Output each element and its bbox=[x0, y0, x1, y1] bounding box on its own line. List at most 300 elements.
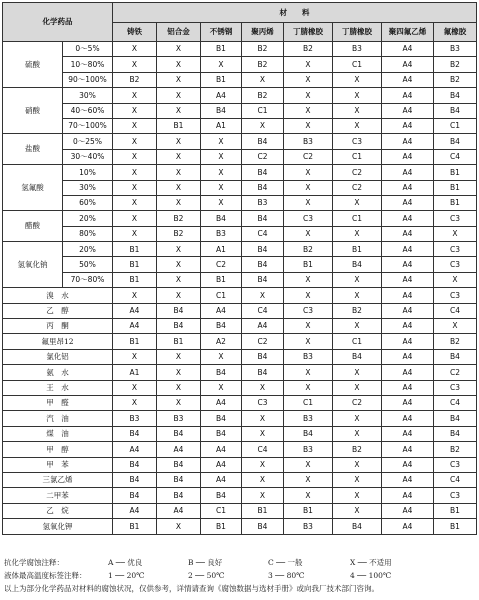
chemical-name: 溴 水 bbox=[3, 288, 113, 303]
rating-cell: X bbox=[113, 134, 157, 149]
rating-cell: A4 bbox=[201, 472, 242, 487]
table-row bbox=[3, 134, 477, 149]
chemical-name: 丙 酮 bbox=[3, 319, 113, 334]
rating-cell: C3 bbox=[434, 257, 477, 272]
rating-cell: X bbox=[242, 426, 284, 441]
rating-cell: X bbox=[113, 118, 157, 133]
concentration: 0～5% bbox=[63, 42, 113, 57]
rating-cell: A4 bbox=[382, 195, 434, 210]
rating-cell: X bbox=[113, 195, 157, 210]
chemical-name: 乙 烷 bbox=[3, 503, 113, 518]
chemical-name: 甲 醛 bbox=[3, 395, 113, 410]
rating-cell: A4 bbox=[382, 165, 434, 180]
rating-cell: A4 bbox=[113, 303, 157, 318]
rating-cell: B1 bbox=[284, 257, 333, 272]
legend-item-excellent: A ── 优良 bbox=[108, 558, 143, 567]
rating-cell: B4 bbox=[242, 519, 284, 534]
table-row bbox=[3, 149, 477, 164]
concentration: 30% bbox=[63, 180, 113, 195]
rating-cell: B4 bbox=[157, 426, 201, 441]
rating-cell: X bbox=[284, 488, 333, 503]
rating-cell: B4 bbox=[242, 180, 284, 195]
rating-cell: X bbox=[333, 457, 382, 472]
legend-item-fair: C ── 一般 bbox=[268, 558, 303, 567]
legend-item-20c: 1 ── 20℃ bbox=[108, 571, 145, 580]
rating-cell: B1 bbox=[434, 180, 477, 195]
rating-cell: A4 bbox=[382, 211, 434, 226]
rating-cell: A4 bbox=[382, 380, 434, 395]
rating-cell: C4 bbox=[434, 303, 477, 318]
rating-cell: X bbox=[113, 395, 157, 410]
concentration: 40～60% bbox=[63, 103, 113, 118]
rating-cell: B4 bbox=[157, 488, 201, 503]
rating-cell: A4 bbox=[157, 442, 201, 457]
chemical-name: 甲 苯 bbox=[3, 457, 113, 472]
rating-cell: B2 bbox=[242, 42, 284, 57]
rating-cell: B1 bbox=[113, 334, 157, 349]
rating-cell: A4 bbox=[382, 242, 434, 257]
concentration: 20% bbox=[63, 242, 113, 257]
table-row bbox=[3, 442, 477, 457]
rating-cell: B1 bbox=[201, 72, 242, 87]
rating-cell: X bbox=[333, 319, 382, 334]
rating-cell: B4 bbox=[201, 103, 242, 118]
rating-cell: B2 bbox=[333, 442, 382, 457]
rating-cell: B1 bbox=[113, 242, 157, 257]
rating-cell: B1 bbox=[157, 118, 201, 133]
table-row bbox=[3, 319, 477, 334]
rating-cell: B4 bbox=[242, 134, 284, 149]
rating-cell: X bbox=[157, 242, 201, 257]
rating-cell: X bbox=[333, 226, 382, 241]
rating-cell: A4 bbox=[201, 395, 242, 410]
rating-cell: X bbox=[284, 380, 333, 395]
rating-cell: X bbox=[284, 334, 333, 349]
rating-cell: A4 bbox=[382, 319, 434, 334]
rating-cell: B1 bbox=[242, 503, 284, 518]
chemical-name: 氢氟酸 bbox=[3, 165, 63, 211]
header-materials: 材 料 bbox=[113, 3, 477, 23]
table-row bbox=[3, 272, 477, 287]
rating-cell: X bbox=[284, 165, 333, 180]
rating-cell: C3 bbox=[434, 211, 477, 226]
concentration: 20% bbox=[63, 211, 113, 226]
rating-cell: X bbox=[113, 211, 157, 226]
rating-cell: B3 bbox=[284, 411, 333, 426]
rating-cell: B2 bbox=[284, 242, 333, 257]
rating-cell: C1 bbox=[242, 103, 284, 118]
chemical-name: 硝酸 bbox=[3, 88, 63, 134]
rating-cell: X bbox=[333, 365, 382, 380]
concentration: 80% bbox=[63, 226, 113, 241]
rating-cell: A4 bbox=[157, 503, 201, 518]
rating-cell: C1 bbox=[434, 118, 477, 133]
table-row bbox=[3, 503, 477, 518]
rating-cell: B4 bbox=[242, 242, 284, 257]
rating-cell: C3 bbox=[434, 288, 477, 303]
chemical-name: 硫酸 bbox=[3, 42, 63, 88]
table-row bbox=[3, 472, 477, 487]
rating-cell: B3 bbox=[284, 519, 333, 534]
rating-cell: X bbox=[157, 195, 201, 210]
rating-cell: C1 bbox=[333, 334, 382, 349]
rating-cell: B2 bbox=[284, 42, 333, 57]
chemical-name: 氢氧化钾 bbox=[3, 519, 113, 534]
table-row bbox=[3, 365, 477, 380]
corrosion-legend bbox=[4, 556, 476, 569]
rating-cell: B1 bbox=[333, 242, 382, 257]
legend-item-good: B ── 良好 bbox=[188, 558, 223, 567]
rating-cell: B4 bbox=[434, 411, 477, 426]
notes-section bbox=[4, 556, 476, 595]
rating-cell: B3 bbox=[284, 442, 333, 457]
rating-cell: A4 bbox=[382, 272, 434, 287]
rating-cell: B2 bbox=[434, 334, 477, 349]
rating-cell: X bbox=[242, 288, 284, 303]
rating-cell: X bbox=[113, 288, 157, 303]
table-row bbox=[3, 57, 477, 72]
legend-item-unsuitable: X ── 不适用 bbox=[350, 558, 392, 567]
rating-cell: B2 bbox=[333, 303, 382, 318]
chemical-name: 汽 油 bbox=[3, 411, 113, 426]
concentration: 10% bbox=[63, 165, 113, 180]
rating-cell: C4 bbox=[242, 303, 284, 318]
disclaimer: 以上为部分化学药品对材料的腐蚀状况，仅供参考，详情请查询《腐蚀数据与选材手册》或向我厂技术部门咨询。 bbox=[4, 584, 379, 593]
rating-cell: A4 bbox=[382, 503, 434, 518]
rating-cell: X bbox=[284, 180, 333, 195]
rating-cell: C3 bbox=[434, 457, 477, 472]
rating-cell: X bbox=[434, 319, 477, 334]
table-row bbox=[3, 411, 477, 426]
table-row bbox=[3, 180, 477, 195]
rating-cell: A4 bbox=[382, 395, 434, 410]
table-row bbox=[3, 457, 477, 472]
rating-cell: X bbox=[333, 88, 382, 103]
rating-cell: A4 bbox=[382, 149, 434, 164]
rating-cell: A4 bbox=[201, 88, 242, 103]
table-row bbox=[3, 211, 477, 226]
rating-cell: B4 bbox=[201, 365, 242, 380]
rating-cell: B4 bbox=[242, 365, 284, 380]
chemical-name: 氟里昂12 bbox=[3, 334, 113, 349]
rating-cell: B4 bbox=[333, 257, 382, 272]
rating-cell: B2 bbox=[434, 57, 477, 72]
rating-cell: B1 bbox=[201, 42, 242, 57]
rating-cell: A4 bbox=[382, 303, 434, 318]
rating-cell: X bbox=[284, 226, 333, 241]
chemical-name: 二甲苯 bbox=[3, 488, 113, 503]
rating-cell: B3 bbox=[434, 42, 477, 57]
rating-cell: A4 bbox=[382, 57, 434, 72]
rating-cell: C3 bbox=[284, 211, 333, 226]
rating-cell: X bbox=[113, 165, 157, 180]
table-row bbox=[3, 303, 477, 318]
concentration: 90～100% bbox=[63, 72, 113, 87]
rating-cell: B4 bbox=[242, 211, 284, 226]
rating-cell: X bbox=[284, 118, 333, 133]
rating-cell: X bbox=[113, 57, 157, 72]
chemical-name: 煤 油 bbox=[3, 426, 113, 441]
rating-cell: A4 bbox=[382, 88, 434, 103]
rating-cell: A4 bbox=[382, 519, 434, 534]
rating-cell: A4 bbox=[201, 442, 242, 457]
rating-cell: C1 bbox=[201, 503, 242, 518]
rating-cell: A4 bbox=[382, 472, 434, 487]
rating-cell: A4 bbox=[201, 303, 242, 318]
rating-cell: X bbox=[201, 134, 242, 149]
table-row bbox=[3, 72, 477, 87]
rating-cell: A4 bbox=[382, 134, 434, 149]
rating-cell: B4 bbox=[333, 519, 382, 534]
rating-cell: A4 bbox=[201, 457, 242, 472]
rating-cell: X bbox=[333, 411, 382, 426]
rating-cell: X bbox=[157, 395, 201, 410]
rating-cell: C2 bbox=[333, 180, 382, 195]
rating-cell: B4 bbox=[157, 303, 201, 318]
rating-cell: X bbox=[242, 380, 284, 395]
table-row bbox=[3, 118, 477, 133]
rating-cell: A4 bbox=[382, 118, 434, 133]
concentration: 30～40% bbox=[63, 149, 113, 164]
table-row bbox=[3, 242, 477, 257]
rating-cell: B4 bbox=[242, 257, 284, 272]
rating-cell: B4 bbox=[201, 426, 242, 441]
rating-cell: B2 bbox=[242, 57, 284, 72]
rating-cell: C2 bbox=[242, 149, 284, 164]
corrosion-sheet bbox=[2, 2, 476, 535]
chemical-name: 醋酸 bbox=[3, 211, 63, 242]
rating-cell: C1 bbox=[284, 395, 333, 410]
rating-cell: X bbox=[157, 272, 201, 287]
rating-cell: X bbox=[157, 88, 201, 103]
rating-cell: X bbox=[242, 457, 284, 472]
rating-cell: A4 bbox=[382, 42, 434, 57]
rating-cell: B2 bbox=[434, 442, 477, 457]
rating-cell: X bbox=[284, 472, 333, 487]
rating-cell: A4 bbox=[113, 442, 157, 457]
rating-cell: A4 bbox=[382, 257, 434, 272]
rating-cell: C3 bbox=[434, 380, 477, 395]
corrosion-legend-label: 抗化学腐蚀注释： bbox=[4, 558, 64, 567]
rating-cell: C1 bbox=[333, 211, 382, 226]
rating-cell: X bbox=[284, 365, 333, 380]
rating-cell: X bbox=[201, 380, 242, 395]
rating-cell: B4 bbox=[434, 426, 477, 441]
rating-cell: C2 bbox=[201, 257, 242, 272]
column-header-stainless-steel: 不锈钢 bbox=[201, 23, 242, 42]
rating-cell: B4 bbox=[434, 103, 477, 118]
rating-cell: X bbox=[284, 88, 333, 103]
rating-cell: C1 bbox=[333, 57, 382, 72]
rating-cell: X bbox=[333, 426, 382, 441]
rating-cell: C3 bbox=[434, 242, 477, 257]
rating-cell: X bbox=[157, 103, 201, 118]
rating-cell: B4 bbox=[201, 211, 242, 226]
column-header-fluororubber: 氟橡胶 bbox=[434, 23, 477, 42]
rating-cell: B3 bbox=[157, 411, 201, 426]
column-header-cast-iron: 铸铁 bbox=[113, 23, 157, 42]
rating-cell: C3 bbox=[434, 488, 477, 503]
table-row bbox=[3, 519, 477, 534]
table-row bbox=[3, 488, 477, 503]
rating-cell: B1 bbox=[157, 334, 201, 349]
rating-cell: A4 bbox=[382, 442, 434, 457]
rating-cell: A4 bbox=[382, 365, 434, 380]
rating-cell: B3 bbox=[284, 349, 333, 364]
rating-cell: B4 bbox=[157, 319, 201, 334]
rating-cell: X bbox=[333, 288, 382, 303]
rating-cell: A4 bbox=[382, 288, 434, 303]
rating-cell: B4 bbox=[113, 426, 157, 441]
rating-cell: A4 bbox=[382, 180, 434, 195]
table-row bbox=[3, 195, 477, 210]
corrosion-table bbox=[2, 2, 477, 535]
rating-cell: B1 bbox=[201, 519, 242, 534]
rating-cell: B4 bbox=[434, 349, 477, 364]
rating-cell: X bbox=[284, 103, 333, 118]
concentration: 70～80% bbox=[63, 272, 113, 287]
rating-cell: X bbox=[284, 72, 333, 87]
rating-cell: X bbox=[201, 149, 242, 164]
column-header-aluminum-alloy: 铝合金 bbox=[157, 23, 201, 42]
rating-cell: X bbox=[113, 349, 157, 364]
table-row bbox=[3, 226, 477, 241]
rating-cell: B4 bbox=[201, 488, 242, 503]
rating-cell: X bbox=[113, 88, 157, 103]
column-header-polypropylene: 聚丙烯 bbox=[242, 23, 284, 42]
column-header-ptfe: 聚四氟乙烯 bbox=[382, 23, 434, 42]
concentration: 0～25% bbox=[63, 134, 113, 149]
rating-cell: X bbox=[157, 257, 201, 272]
rating-cell: B4 bbox=[201, 411, 242, 426]
column-header-nitrile-rubber: 丁腈橡胶 bbox=[284, 23, 333, 42]
chemical-name: 三氯乙烯 bbox=[3, 472, 113, 487]
rating-cell: X bbox=[201, 349, 242, 364]
rating-cell: X bbox=[113, 180, 157, 195]
legend-item-100c: 4 ── 100℃ bbox=[350, 571, 392, 580]
rating-cell: X bbox=[333, 103, 382, 118]
table-row bbox=[3, 288, 477, 303]
rating-cell: B1 bbox=[284, 503, 333, 518]
rating-cell: B3 bbox=[333, 42, 382, 57]
rating-cell: A4 bbox=[382, 103, 434, 118]
rating-cell: C3 bbox=[333, 134, 382, 149]
concentration: 70～100% bbox=[63, 118, 113, 133]
concentration: 30% bbox=[63, 88, 113, 103]
rating-cell: B4 bbox=[434, 88, 477, 103]
table-row bbox=[3, 380, 477, 395]
rating-cell: B4 bbox=[157, 472, 201, 487]
rating-cell: B3 bbox=[242, 195, 284, 210]
rating-cell: C3 bbox=[242, 395, 284, 410]
rating-cell: B1 bbox=[113, 272, 157, 287]
rating-cell: X bbox=[434, 272, 477, 287]
rating-cell: X bbox=[113, 380, 157, 395]
rating-cell: B1 bbox=[434, 519, 477, 534]
rating-cell: B4 bbox=[242, 165, 284, 180]
rating-cell: A4 bbox=[382, 72, 434, 87]
concentration: 60% bbox=[63, 195, 113, 210]
table-row bbox=[3, 103, 477, 118]
rating-cell: B1 bbox=[201, 272, 242, 287]
rating-cell: A4 bbox=[382, 411, 434, 426]
rating-cell: C4 bbox=[242, 442, 284, 457]
rating-cell: B2 bbox=[157, 211, 201, 226]
rating-cell: X bbox=[333, 272, 382, 287]
rating-cell: B4 bbox=[434, 134, 477, 149]
rating-cell: X bbox=[333, 380, 382, 395]
rating-cell: C2 bbox=[284, 149, 333, 164]
rating-cell: X bbox=[157, 149, 201, 164]
table-row bbox=[3, 349, 477, 364]
rating-cell: B1 bbox=[434, 503, 477, 518]
rating-cell: X bbox=[333, 118, 382, 133]
rating-cell: A4 bbox=[382, 349, 434, 364]
table-body bbox=[3, 42, 477, 535]
rating-cell: X bbox=[113, 42, 157, 57]
rating-cell: X bbox=[113, 103, 157, 118]
chemical-name: 氨 水 bbox=[3, 365, 113, 380]
rating-cell: B1 bbox=[113, 519, 157, 534]
rating-cell: B1 bbox=[434, 195, 477, 210]
rating-cell: B4 bbox=[201, 319, 242, 334]
header-chemical: 化学药品 bbox=[3, 3, 113, 42]
table-row bbox=[3, 334, 477, 349]
rating-cell: B2 bbox=[113, 72, 157, 87]
table-row bbox=[3, 165, 477, 180]
legend-item-80c: 3 ── 80℃ bbox=[268, 571, 305, 580]
rating-cell: B4 bbox=[242, 272, 284, 287]
legend-item-50c: 2 ── 50℃ bbox=[188, 571, 225, 580]
temperature-legend bbox=[4, 569, 476, 582]
column-header-nitrile-rubber-2: 丁腈橡胶 bbox=[333, 23, 382, 42]
rating-cell: B3 bbox=[201, 226, 242, 241]
rating-cell: A4 bbox=[382, 426, 434, 441]
rating-cell: X bbox=[201, 57, 242, 72]
chemical-name: 氢氧化钠 bbox=[3, 242, 63, 288]
concentration: 50% bbox=[63, 257, 113, 272]
rating-cell: B4 bbox=[157, 457, 201, 472]
rating-cell: A1 bbox=[113, 365, 157, 380]
rating-cell: C2 bbox=[242, 334, 284, 349]
chemical-name: 甲 醇 bbox=[3, 442, 113, 457]
rating-cell: X bbox=[157, 57, 201, 72]
rating-cell: B2 bbox=[434, 72, 477, 87]
rating-cell: A1 bbox=[201, 242, 242, 257]
rating-cell: B1 bbox=[434, 165, 477, 180]
rating-cell: B1 bbox=[113, 257, 157, 272]
rating-cell: A4 bbox=[382, 226, 434, 241]
rating-cell: A4 bbox=[113, 503, 157, 518]
rating-cell: X bbox=[157, 288, 201, 303]
rating-cell: X bbox=[157, 42, 201, 57]
table-row bbox=[3, 257, 477, 272]
rating-cell: X bbox=[113, 149, 157, 164]
rating-cell: X bbox=[157, 380, 201, 395]
table-row bbox=[3, 88, 477, 103]
table-row bbox=[3, 395, 477, 410]
rating-cell: B2 bbox=[157, 226, 201, 241]
rating-cell: C4 bbox=[242, 226, 284, 241]
rating-cell: X bbox=[157, 365, 201, 380]
rating-cell: X bbox=[333, 195, 382, 210]
rating-cell: B4 bbox=[242, 349, 284, 364]
rating-cell: C4 bbox=[434, 149, 477, 164]
rating-cell: X bbox=[242, 411, 284, 426]
rating-cell: B4 bbox=[113, 488, 157, 503]
rating-cell: X bbox=[284, 288, 333, 303]
rating-cell: X bbox=[157, 165, 201, 180]
